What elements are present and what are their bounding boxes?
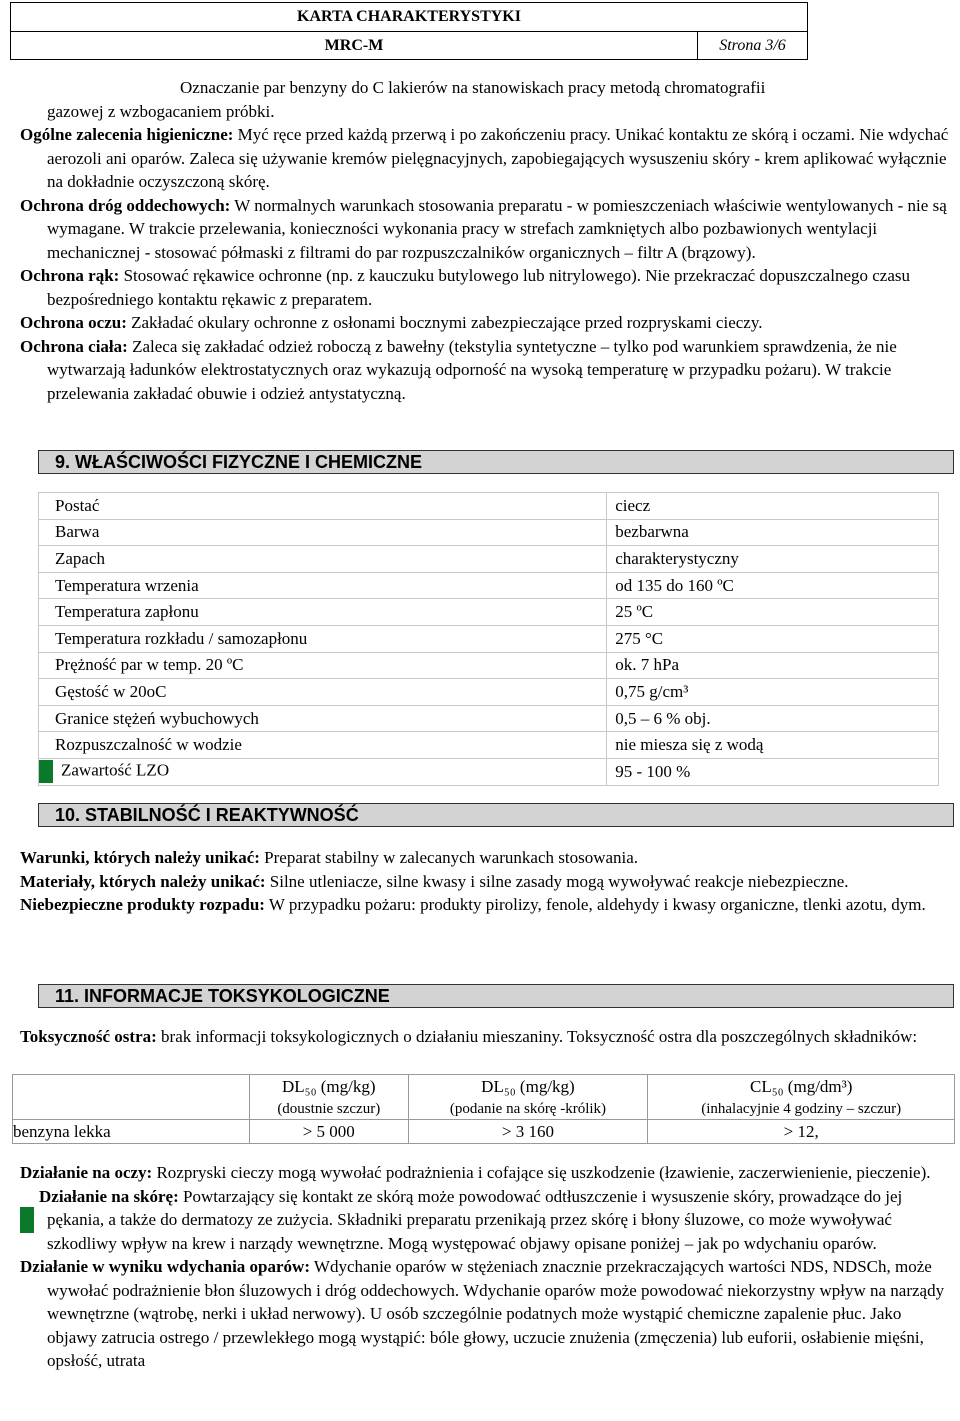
table-row: benzyna lekka > 5 000 > 3 160 > 12, xyxy=(13,1120,955,1144)
table-row: Gęstość w 20oC 0,75 g/cm³ xyxy=(39,679,939,706)
page-number: Strona 3/6 xyxy=(719,36,786,54)
table-row: Rozpuszczalność w wodzie nie miesza się z wodą xyxy=(39,732,939,759)
method-line-1: Oznaczanie par benzyny do C lakierów na stanowiskach pracy metodą chromatografii xyxy=(180,78,766,97)
acute-toxicity-paragraph: Toksyczność ostra: brak informacji toksykologicznych o działaniu mieszaniny. Toksyczność ostra dla poszczególnych składników: xyxy=(20,1027,918,1046)
hand-text: Stosować rękawice ochronne (np. z kauczuku butylowego lub nitrylowego). Nie przekraczać dopuszczalnego czasu bezpośredniego kontaktu rękawic z preparatem. xyxy=(47,266,910,309)
product-name: MRC-M xyxy=(11,32,698,59)
eye-effects-paragraph: Działanie na oczy: Rozpryski cieczy mogą wywołać podrażnienia i cofające się uszkodzenie (łzawienie, zaczerwienienie, pieczenie). xyxy=(20,1163,931,1182)
document-header xyxy=(10,2,808,60)
hygiene-label: Ogólne zalecenia higieniczne: xyxy=(20,125,234,144)
respiratory-label: Ochrona dróg oddechowych: xyxy=(20,195,231,215)
table-row: Postać ciecz xyxy=(39,493,939,520)
conditions-paragraph: Warunki, których należy unikać: Preparat stabilny w zalecanych warunkach stosowania. xyxy=(20,848,639,867)
hygiene-text: Myć ręce przed każdą przerwą i po zakończeniu pracy. Unikać kontaktu ze skórą i oczami. Nie wdychać aerozoli ani oparów. Zaleca się używanie kremów pielęgnacyjnych, zapobiegających wysuszeniu skóry - krem aplikować wyłącznie na dokładnie oczyszczoną skórę. xyxy=(47,125,949,191)
revision-marker xyxy=(39,760,53,783)
table-row: Prężność par w temp. 20 ºC ok. 7 hPa xyxy=(39,652,939,679)
hand-paragraph xyxy=(20,264,952,311)
section-11-heading: 11. INFORMACJE TOKSYKOLOGICZNE xyxy=(38,984,954,1008)
table-row: Zapach charakterystyczny xyxy=(39,546,939,573)
body-text: Zaleca się zakładać odzież roboczą z bawełny (tekstylia syntetyczne – tylko pod warunkiem sprawdzenia, że nie wytwarzają ładunków elektrostatycznych oraz wykazują odporność na wysoką temperaturę w przypadku pożaru). W trakcie przelewania zakładać obuwie i odzież antystatyczną. xyxy=(47,336,897,403)
inhalation-effects-paragraph: Działanie w wyniku wdychania oparów: Wdychanie oparów w stężeniach znacznie przekraczających wartości NDS, NDSCh, może wywołać podrażnienie błon śluzowych i dróg oddechowych. Wdychanie oparów może powodować niekorzystny wpływ na narządy wewnętrzne (wątrobę, nerki i układ nerwowy). U osób szczególnie podatnych może wystąpić chemiczne zapalenie płuc. Jako objawy zatrucia ostrego / przewlekłego mogą wystąpić: bóle głowy, uczucie znużenia (zmęczenia) lub euforii, osłabienie mięśni, opsłość, utrata xyxy=(20,1257,945,1370)
respiratory-paragraph xyxy=(20,194,952,265)
hygiene-paragraph xyxy=(20,123,952,194)
body-paragraph xyxy=(20,335,952,406)
section-10-content xyxy=(20,846,952,917)
table-row: Barwa bezbarwna xyxy=(39,519,939,546)
eye-paragraph xyxy=(20,311,952,335)
eye-label: Ochrona oczu: xyxy=(20,313,127,332)
section-11-effects xyxy=(20,1161,952,1373)
physical-properties-table xyxy=(38,492,939,786)
respiratory-text: W normalnych warunkach stosowania preparatu - w pomieszczeniach właściwie wentylowanych - nie są wymagane. W trakcie przelewania, konieczności wykonania pracy w strefach zamkniętych albo pozbawionych wentylacji mechanicznej - stosować półmaski z filtrami do par rozpuszczalników organicznych – filtr A (brązowy). xyxy=(47,195,947,262)
table-row: Zawartość LZO 95 - 100 % xyxy=(39,758,939,785)
skin-effects-paragraph: Działanie na skórę: Powtarzający się kontakt ze skórą może powodować odtłuszczenie i wysuszenie skóry, prowadzące do jej pękania, a także do dermatozy ze zużycia. Składniki preparatu przenikają przez skórę i błony śluzowe, co może wywoływać szkodliwy wpływ na krew i narządy wewnętrzne. Mogą występować objawy opisane poniżej – jak po wdychaniu oparów. xyxy=(39,1186,903,1253)
document-title: KARTA CHARAKTERYSTYKI xyxy=(11,3,807,32)
toxicity-table xyxy=(12,1074,955,1144)
table-row: Temperatura zapłonu 25 ºC xyxy=(39,599,939,626)
table-row: Temperatura wrzenia od 135 do 160 ºC xyxy=(39,572,939,599)
section-10-heading: 10. STABILNOŚĆ I REAKTYWNOŚĆ xyxy=(38,803,954,827)
section-8-continued xyxy=(20,76,952,405)
decomposition-paragraph: Niebezpieczne produkty rozpadu: W przypadku pożaru: produkty pirolizy, fenole, aldehydy i kwasy organiczne, tlenki azotu, dym. xyxy=(20,895,926,914)
body-label: Ochrona ciała: xyxy=(20,336,128,356)
eye-text: Zakładać okulary ochronne z osłonami bocznymi zabezpieczające przed rozpryskami cieczy. xyxy=(126,313,763,332)
table-row: Temperatura rozkładu / samozapłonu 275 °C xyxy=(39,625,939,652)
materials-paragraph: Materiały, których należy unikać: Silne utleniacze, silne kwasy i silne zasady mogą wywoływać reakcje niebezpieczne. xyxy=(20,871,849,891)
table-row: Granice stężeń wybuchowych 0,5 – 6 % obj. xyxy=(39,705,939,732)
method-line-2: gazowej z wzbogacaniem próbki. xyxy=(47,101,275,121)
section-9-heading: 9. WŁAŚCIWOŚCI FIZYCZNE I CHEMICZNE xyxy=(38,450,954,474)
hand-label: Ochrona rąk: xyxy=(20,266,120,285)
table-header-row: DL₅₀ (mg/kg) (doustnie szczur) DL₅₀ (mg/kg) (podanie na skórę -królik) CL₅₀ (mg/dm³) (inhalacyjnie 4 godziny – szczur) xyxy=(13,1075,955,1120)
